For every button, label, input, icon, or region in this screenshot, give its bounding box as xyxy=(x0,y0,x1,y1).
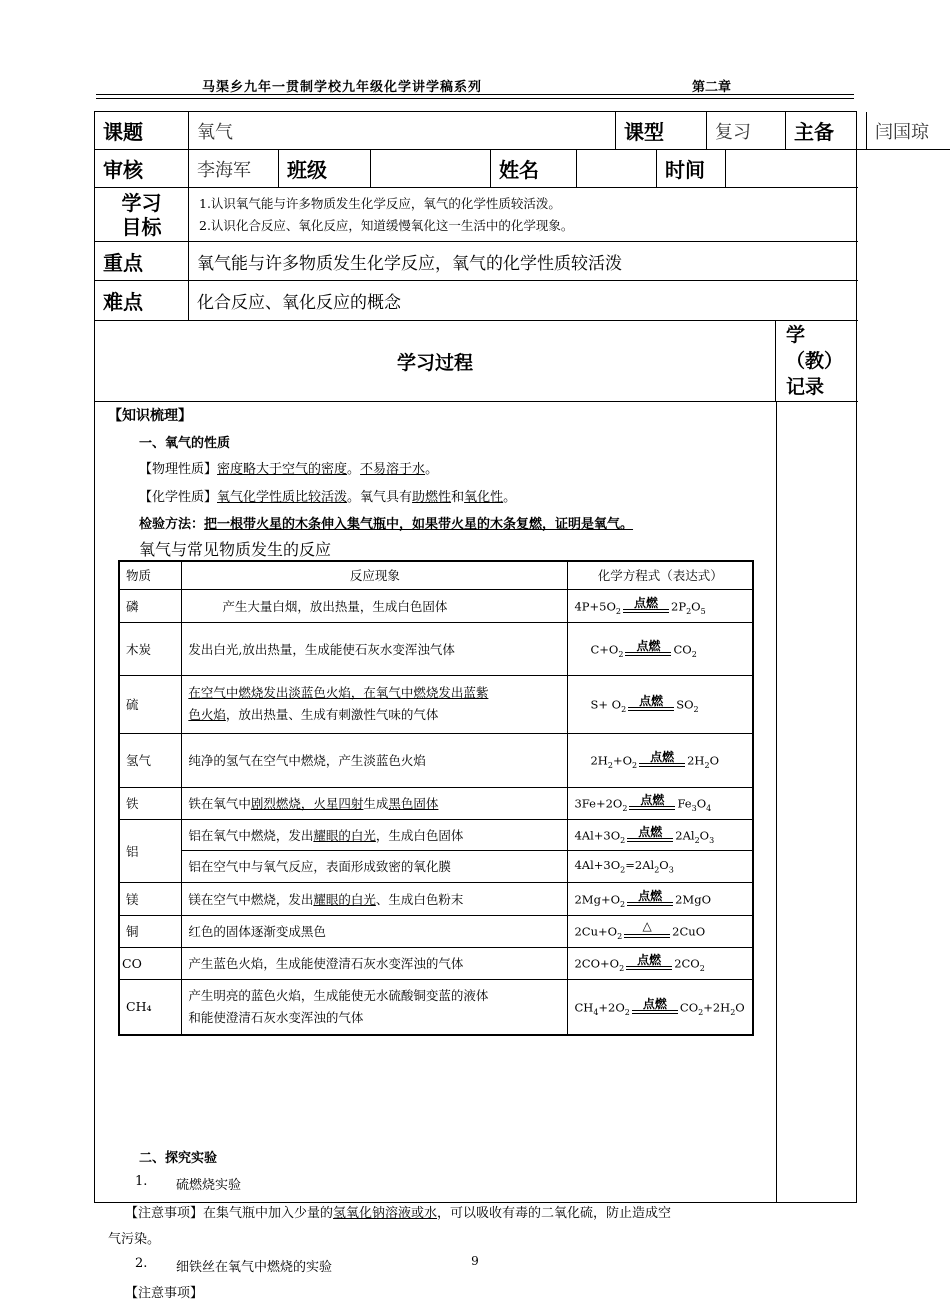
condition-text: 点燃 xyxy=(638,888,663,903)
condition-mark xyxy=(627,889,673,909)
phenomenon-p: 产生大量白烟，放出热量，生成白色固体 xyxy=(182,589,568,622)
equation-c: $C+O_2$ 点燃 $CO_2$ xyxy=(568,622,753,675)
chemical-properties xyxy=(139,486,516,505)
condition-mark xyxy=(632,997,678,1017)
condition-text: 点燃 xyxy=(640,793,665,807)
condition-text: 点燃 xyxy=(639,694,664,708)
condition-mark xyxy=(639,750,685,770)
col-header-equation: 化学方程式（表达式） xyxy=(568,561,753,589)
phenomenon-mg xyxy=(182,882,568,915)
reaction-table xyxy=(118,560,754,1036)
record-line-3: 记录 xyxy=(786,376,825,398)
review-label: 审核 xyxy=(95,150,189,188)
experiment-2-no: 2. xyxy=(135,1256,148,1271)
phys-sep: 。 xyxy=(347,462,361,477)
phenomenon-h: 纯净的氢气在空气中燃烧，产生淡蓝色火焰 xyxy=(182,733,568,787)
substance-p: 磷 xyxy=(119,589,182,622)
condition-text: 点燃 xyxy=(650,750,675,764)
condition-mark xyxy=(628,694,674,714)
page-header xyxy=(96,72,854,95)
goal-2: 2.认识化合反应、氧化反应，知道缓慢氧化这一生活中的化学现象。 xyxy=(199,217,574,233)
goal-label xyxy=(95,188,189,242)
note-2: 【注意事项】 xyxy=(125,1286,204,1301)
note-1 xyxy=(125,1202,671,1221)
type-label: 课型 xyxy=(616,112,707,150)
phenomenon-co: 产生蓝色火焰，生成能使澄清石灰水变浑浊的气体 xyxy=(182,947,568,979)
equation-h: $2H_2+O_2$ 点燃 $2H_2O$ xyxy=(568,733,753,787)
phys-end: 。 xyxy=(425,462,439,477)
phen-fe-a: 铁在氧气中 xyxy=(188,796,251,811)
name-label: 姓名 xyxy=(491,150,577,188)
diff-label: 难点 xyxy=(95,281,189,321)
phen-s-u2: 色火焰 xyxy=(188,707,226,722)
physical-properties xyxy=(139,458,438,477)
chem-end: 。 xyxy=(503,490,517,505)
record-column-divider xyxy=(776,402,777,1202)
phenomenon-c: 发出白光,放出热量，生成能使石灰水变浑浊气体 xyxy=(182,622,568,675)
phen-al-u: 耀眼的白光 xyxy=(313,827,376,843)
record-line-1: 学 xyxy=(786,324,806,346)
class-value xyxy=(371,150,491,188)
goal-label-line-2: 目标 xyxy=(121,214,162,239)
goal-label-line-1: 学习 xyxy=(121,190,162,215)
test-label: 检验方法： xyxy=(139,517,205,532)
phen-ch4-2: 和能使澄清石灰水变浑浊的气体 xyxy=(188,1009,364,1025)
condition-text: 点燃 xyxy=(642,996,667,1011)
phenomenon-s xyxy=(182,675,568,733)
chem-and: 和 xyxy=(451,490,465,505)
condition-mark xyxy=(624,921,670,941)
phenomenon-cu: 红色的固体逐渐变成黑色 xyxy=(182,915,568,947)
process-title: 学习过程 xyxy=(95,321,776,402)
phen-fe-u2: 黑色固体 xyxy=(388,796,439,811)
substance-cu: 铜 xyxy=(119,915,182,947)
condition-text: 点燃 xyxy=(638,824,663,839)
goal-content xyxy=(189,188,858,242)
host-label: 主备 xyxy=(786,112,867,150)
type-value: 复习 xyxy=(707,112,786,150)
phen-fe-b: 生成 xyxy=(363,796,389,811)
chem-1: 氧气化学性质比较活泼 xyxy=(217,490,348,505)
phen-mg-a: 镁在空气中燃烧，发出 xyxy=(188,891,314,907)
experiment-1: 硫燃烧实验 xyxy=(176,1178,242,1193)
series-title: 马渠乡九年一贯制学校九年级化学讲学稿系列 xyxy=(202,80,483,95)
condition-mark xyxy=(629,793,675,813)
name-value xyxy=(577,150,657,188)
phenomenon-fe xyxy=(182,787,568,819)
key-label: 重点 xyxy=(95,242,189,281)
condition-text: △ xyxy=(642,919,652,933)
phen-ch4-1: 产生明亮的蓝色火焰，生成能使无水硫酸铜变蓝的液体 xyxy=(188,987,489,1003)
condition-mark xyxy=(626,953,672,973)
experiment-2: 细铁丝在氧气中燃烧的实验 xyxy=(176,1260,333,1275)
substance-c: 木炭 xyxy=(119,622,182,675)
phenomenon-al-1 xyxy=(182,819,568,850)
phen-mg-b: 、生成白色粉末 xyxy=(375,891,464,907)
class-label: 班级 xyxy=(279,150,371,188)
record-line-2: （教） xyxy=(786,350,844,372)
equation-cu: $2Cu+O_2$ △ 2CuO xyxy=(568,915,753,947)
condition-text: 点燃 xyxy=(636,638,661,653)
section-title: 【知识梳理】 xyxy=(108,408,192,424)
phen-s-u1: 在空气中燃烧发出淡蓝色火焰，在氧气中燃烧发出蓝紫 xyxy=(188,685,489,700)
equation-p: $4P+5O_2$ 点燃 $2P_2O_5$ xyxy=(568,589,753,622)
equation-co: $2CO+O_2$ 点燃 $2CO_2$ xyxy=(568,947,753,979)
equation-ch4: $CH_4+2O_2$ 点燃 $CO_2+2H_2O$ xyxy=(568,979,753,1035)
reviewer-value: 李海军 xyxy=(189,150,279,188)
part-1-heading: 一、氧气的性质 xyxy=(139,436,231,451)
condition-text: 点燃 xyxy=(634,595,659,610)
page-number: 9 xyxy=(471,1254,479,1268)
chem-mid: 。氧气具有 xyxy=(347,490,413,505)
substance-ch4: CH₄ xyxy=(119,979,182,1035)
host-value: 闫国琼 xyxy=(867,112,950,150)
phen-s-rest: ，放出热量、生成有刺激性气味的气体 xyxy=(225,707,439,722)
phys-label: 【物理性质】 xyxy=(139,462,218,477)
experiment-1-no: 1. xyxy=(135,1174,148,1189)
note-1-b: ，可以吸收有毒的二氧化硫，防止造成空 xyxy=(437,1206,672,1221)
lesson-sheet xyxy=(94,111,929,1301)
note-1-a: 【注意事项】在集气瓶中加入少量的 xyxy=(125,1206,334,1221)
phenomenon-al-2: 铝在空气中与氧气反应，表面形成致密的氧化膜 xyxy=(182,850,568,882)
phen-fe-u1: 剧烈燃烧，火星四射 xyxy=(250,796,364,811)
note-1-u: 氢氧化钠溶液或水 xyxy=(333,1206,438,1221)
table-title: 氧气与常见物质发生的反应 xyxy=(139,540,332,559)
phys-1: 密度略大于空气的密度 xyxy=(217,462,348,477)
phys-2: 不易溶于水 xyxy=(360,462,426,477)
topic-label: 课题 xyxy=(95,112,189,150)
substance-h: 氢气 xyxy=(119,733,182,787)
chapter-label: 第二章 xyxy=(692,80,732,95)
phenomenon-ch4 xyxy=(182,979,568,1035)
phen-al-b: ，生成白色固体 xyxy=(375,827,464,843)
topic-value: 氧气 xyxy=(189,112,616,150)
substance-mg: 镁 xyxy=(119,882,182,915)
condition-mark xyxy=(627,825,673,845)
header-rule xyxy=(96,98,854,99)
chem-3: 氧化性 xyxy=(464,490,504,505)
condition-text: 点燃 xyxy=(637,953,662,967)
test-method xyxy=(139,513,633,532)
condition-mark xyxy=(623,596,669,616)
equation-fe: $3Fe+2O_2$ 点燃 $Fe_3O_4$ xyxy=(568,787,753,819)
chem-2: 助燃性 xyxy=(412,490,452,505)
test-text: 把一根带火星的木条伸入集气瓶中，如果带火星的木条复燃，证明是氧气。 xyxy=(204,517,634,532)
substance-fe: 铁 xyxy=(119,787,182,819)
equation-mg: $2Mg+O_2$ 点燃 2MgO xyxy=(568,882,753,915)
equation-al-1: $4Al+3O_2$ 点燃 $2Al_2O_3$ xyxy=(568,819,753,850)
equation-al-2: $4Al+3O_2=2Al_2O_3$ xyxy=(568,850,753,882)
substance-co: CO xyxy=(119,947,182,979)
phen-mg-u: 耀眼的白光 xyxy=(313,891,376,907)
goal-1: 1.认识氧气能与许多物质发生化学反应，氧气的化学性质较活泼。 xyxy=(199,195,561,211)
part-2-heading: 二、探究实验 xyxy=(139,1151,218,1166)
col-header-phenomenon: 反应现象 xyxy=(182,561,568,589)
chem-label: 【化学性质】 xyxy=(139,490,218,505)
time-label: 时间 xyxy=(657,150,726,188)
substance-s: 硫 xyxy=(119,675,182,733)
diff-value: 化合反应、氧化反应的概念 xyxy=(189,281,858,321)
equation-s: $S+ O_2$ 点燃 $SO_2$ xyxy=(568,675,753,733)
col-header-substance: 物质 xyxy=(119,561,182,589)
time-value xyxy=(726,150,858,188)
phen-al-a: 铝在氧气中燃烧，发出 xyxy=(188,827,314,843)
key-value: 氧气能与许多物质发生化学反应，氧气的化学性质较活泼 xyxy=(189,242,858,281)
note-1-cont: 气污染。 xyxy=(108,1232,161,1247)
record-header xyxy=(776,321,858,402)
condition-mark xyxy=(625,639,671,659)
substance-al: 铝 xyxy=(119,819,182,882)
